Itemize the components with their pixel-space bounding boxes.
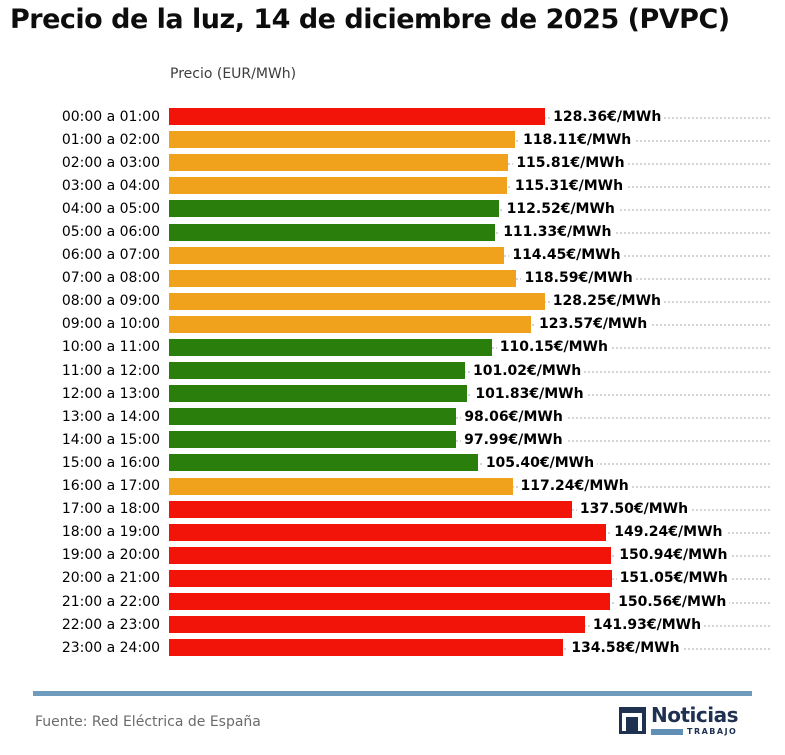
value-label: 134.58€/MWh [568,640,682,656]
bar-area [169,475,770,498]
chart-row [0,151,770,174]
value-label: 101.83€/MWh [472,386,586,402]
bar-area [169,451,770,474]
price-bar [169,270,516,287]
x-axis-label: Precio (EUR/MWh) [170,66,297,82]
price-bar [169,108,545,125]
price-bar-chart [0,105,770,659]
price-bar [169,639,563,656]
chart-row [0,405,770,428]
chart-row [0,451,770,474]
bar-area [169,128,770,151]
price-bar [169,224,495,241]
time-range-label: 12:00 a 13:00 [61,385,160,402]
value-label: 149.24€/MWh [611,524,725,540]
price-bar [169,339,492,356]
bar-area [169,313,770,336]
bar-area [169,151,770,174]
bar-area [169,220,770,243]
time-range-label: 09:00 a 10:00 [61,316,160,333]
chart-row [0,428,770,451]
price-bar [169,501,572,518]
time-range-label: 01:00 a 02:00 [61,131,160,148]
bar-area [169,336,770,359]
source-text: Fuente: Red Eléctrica de España [35,714,261,730]
chart-row [0,359,770,382]
value-label: 115.81€/MWh [513,155,627,171]
bar-area [169,567,770,590]
page-title: Precio de la luz, 14 de diciembre de 2025 (PVPC) [10,4,730,35]
chart-row [0,244,770,267]
value-label: 141.93€/MWh [590,617,704,633]
price-bar [169,478,513,495]
value-label: 117.24€/MWh [518,478,632,494]
time-range-label: 00:00 a 01:00 [61,108,160,125]
price-bar [169,408,456,425]
time-range-label: 20:00 a 21:00 [61,570,160,587]
bar-area [169,636,770,659]
price-bar [169,593,610,610]
bar-area [169,174,770,197]
price-bar [169,177,507,194]
chart-row [0,544,770,567]
chart-row [0,220,770,243]
chart-row [0,567,770,590]
price-bar [169,247,504,264]
time-range-label: 03:00 a 04:00 [61,177,160,194]
time-range-label: 19:00 a 20:00 [61,547,160,564]
chart-row [0,267,770,290]
price-bar [169,570,612,587]
chart-row [0,636,770,659]
chart-row [0,313,770,336]
logo-underline-bar [651,729,683,735]
time-range-label: 02:00 a 03:00 [61,154,160,171]
value-label: 123.57€/MWh [536,316,650,332]
time-range-label: 13:00 a 14:00 [61,408,160,425]
value-label: 128.36€/MWh [550,109,664,125]
time-range-label: 15:00 a 16:00 [61,454,160,471]
chart-row [0,105,770,128]
price-bar [169,524,606,541]
logo-n-icon [619,707,646,734]
chart-row [0,498,770,521]
logo-name: Noticias [650,703,738,727]
price-bar [169,200,499,217]
logo-subtitle: TRABAJO [686,727,738,736]
chart-row [0,613,770,636]
time-range-label: 14:00 a 15:00 [61,431,160,448]
value-label: 105.40€/MWh [483,455,597,471]
value-label: 118.11€/MWh [520,132,634,148]
value-label: 118.59€/MWh [521,270,635,286]
value-label: 110.15€/MWh [497,339,611,355]
price-bar [169,316,531,333]
chart-row [0,475,770,498]
bar-area [169,428,770,451]
chart-row [0,590,770,613]
brand-logo [619,704,738,736]
time-range-label: 10:00 a 11:00 [61,339,160,356]
time-range-label: 23:00 a 24:00 [61,639,160,656]
bar-area [169,267,770,290]
value-label: 128.25€/MWh [550,293,664,309]
time-range-label: 18:00 a 19:00 [61,524,160,541]
time-range-label: 08:00 a 09:00 [61,293,160,310]
chart-row [0,197,770,220]
price-bar [169,293,545,310]
chart-row [0,290,770,313]
value-label: 114.45€/MWh [509,247,623,263]
time-range-label: 07:00 a 08:00 [61,270,160,287]
price-bar [169,362,465,379]
time-range-label: 06:00 a 07:00 [61,247,160,264]
price-bar [169,431,456,448]
time-range-label: 16:00 a 17:00 [61,478,160,495]
chart-row [0,336,770,359]
value-label: 112.52€/MWh [504,201,618,217]
price-bar [169,454,478,471]
value-label: 98.06€/MWh [461,409,565,425]
value-label: 150.56€/MWh [615,594,729,610]
bar-area [169,613,770,636]
time-range-label: 04:00 a 05:00 [61,200,160,217]
time-range-label: 21:00 a 22:00 [61,593,160,610]
time-range-label: 11:00 a 12:00 [61,362,160,379]
price-bar [169,547,611,564]
value-label: 150.94€/MWh [616,547,730,563]
value-label: 101.02€/MWh [470,363,584,379]
bar-area [169,590,770,613]
bar-area [169,544,770,567]
chart-row [0,128,770,151]
time-range-label: 22:00 a 23:00 [61,616,160,633]
value-label: 97.99€/MWh [461,432,565,448]
value-label: 137.50€/MWh [577,501,691,517]
bar-area [169,521,770,544]
time-range-label: 05:00 a 06:00 [61,224,160,241]
bar-area [169,105,770,128]
price-bar [169,616,585,633]
chart-row [0,382,770,405]
bar-area [169,405,770,428]
price-bar [169,154,508,171]
value-label: 111.33€/MWh [500,224,614,240]
footer-divider [33,691,752,696]
time-range-label: 17:00 a 18:00 [61,501,160,518]
chart-row [0,521,770,544]
bar-area [169,197,770,220]
bar-area [169,244,770,267]
price-bar [169,131,515,148]
bar-area [169,498,770,521]
value-label: 151.05€/MWh [617,570,731,586]
bar-area [169,290,770,313]
price-bar [169,385,467,402]
bar-area [169,382,770,405]
chart-row [0,174,770,197]
value-label: 115.31€/MWh [512,178,626,194]
bar-area [169,359,770,382]
